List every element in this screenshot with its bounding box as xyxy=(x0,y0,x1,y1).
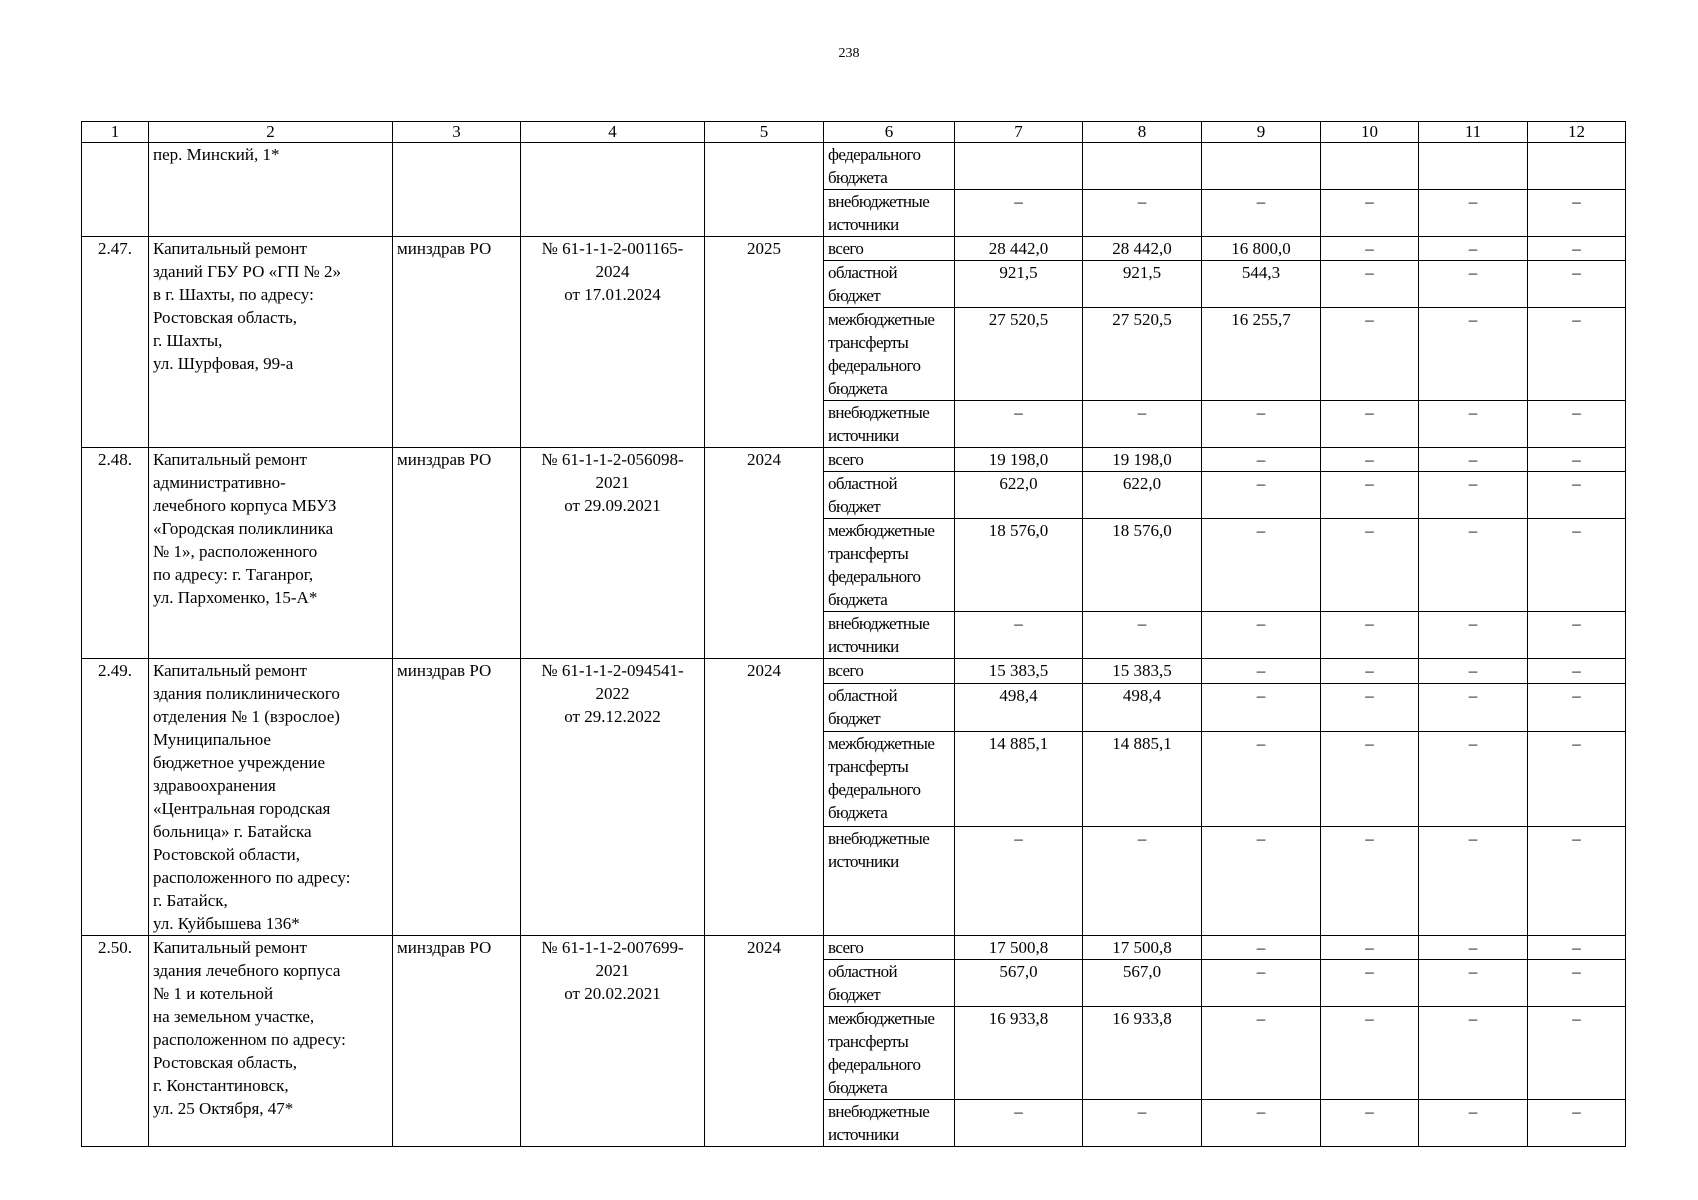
amount-cell: – xyxy=(1528,448,1626,472)
amount-cell: – xyxy=(1528,401,1626,448)
amount-cell: 14 885,1 xyxy=(1083,731,1202,826)
amount-cell: – xyxy=(1321,827,1419,936)
page-number: 238 xyxy=(838,46,860,61)
column-header: 5 xyxy=(705,122,824,143)
amount-cell: – xyxy=(1202,659,1321,684)
amount-cell: – xyxy=(955,612,1083,659)
amount-cell: – xyxy=(1528,960,1626,1007)
funding-source-cell: внебюджетные источники xyxy=(824,1100,955,1147)
amount-cell: – xyxy=(1083,1100,1202,1147)
amount-cell: 498,4 xyxy=(955,683,1083,731)
amount-cell: – xyxy=(1202,448,1321,472)
table-row xyxy=(82,237,1626,261)
amount-cell: – xyxy=(1202,401,1321,448)
amount-cell: – xyxy=(1202,1100,1321,1147)
amount-cell xyxy=(1083,143,1202,190)
amount-cell: – xyxy=(1321,731,1419,826)
column-header: 10 xyxy=(1321,122,1419,143)
customer-cell: минздрав РО xyxy=(393,237,521,448)
item-number-cell: 2.48. xyxy=(82,448,149,659)
funding-source-cell: всего xyxy=(824,448,955,472)
amount-cell: 15 383,5 xyxy=(955,659,1083,684)
column-header: 3 xyxy=(393,122,521,143)
item-number-cell xyxy=(82,143,149,237)
amount-cell: 28 442,0 xyxy=(955,237,1083,261)
object-name-cell: Капитальный ремонт зданий ГБУ РО «ГП № 2» в г. Шахты, по адресу: Ростовская область, г. Шахты, ул. Шурфовая, 99-а xyxy=(149,237,393,448)
funding-source-cell: всего xyxy=(824,659,955,684)
amount-cell: – xyxy=(1528,519,1626,612)
table-row xyxy=(82,448,1626,472)
amount-cell: 19 198,0 xyxy=(1083,448,1202,472)
amount-cell: – xyxy=(1528,936,1626,960)
customer-cell: минздрав РО xyxy=(393,659,521,936)
amount-cell: – xyxy=(1419,472,1528,519)
funding-table xyxy=(81,121,1626,1147)
column-header: 4 xyxy=(521,122,705,143)
amount-cell: 15 383,5 xyxy=(1083,659,1202,684)
funding-source-cell: внебюджетные источники xyxy=(824,827,955,936)
column-header: 7 xyxy=(955,122,1083,143)
funding-source-cell: областной бюджет xyxy=(824,960,955,1007)
amount-cell: 567,0 xyxy=(1083,960,1202,1007)
amount-cell: – xyxy=(1321,960,1419,1007)
amount-cell: – xyxy=(1528,659,1626,684)
amount-cell: – xyxy=(1419,659,1528,684)
funding-source-cell: внебюджетные источники xyxy=(824,190,955,237)
funding-source-cell: межбюджетные трансферты федерального бюджета xyxy=(824,519,955,612)
amount-cell: – xyxy=(1419,1007,1528,1100)
amount-cell: 567,0 xyxy=(955,960,1083,1007)
amount-cell: 16 933,8 xyxy=(1083,1007,1202,1100)
item-number-cell: 2.47. xyxy=(82,237,149,448)
object-name-cell: пер. Минский, 1* xyxy=(149,143,393,237)
amount-cell: – xyxy=(1419,237,1528,261)
amount-cell: – xyxy=(1321,519,1419,612)
funding-source-cell: всего xyxy=(824,936,955,960)
object-name-cell: Капитальный ремонт здания поликлинического отделения № 1 (взрослое) Муниципальное бюджетное учреждение здравоохранения «Центральная городская больница» г. Батайска Ростовской области, расположенного по адресу: г. Батайск, ул. Куйбышева 136* xyxy=(149,659,393,936)
column-header: 2 xyxy=(149,122,393,143)
table-row xyxy=(82,936,1626,960)
column-header: 8 xyxy=(1083,122,1202,143)
table-row xyxy=(82,143,1626,190)
amount-cell: – xyxy=(1202,612,1321,659)
amount-cell: – xyxy=(1528,1100,1626,1147)
customer-cell: минздрав РО xyxy=(393,936,521,1147)
funding-source-cell: областной бюджет xyxy=(824,683,955,731)
amount-cell: 27 520,5 xyxy=(955,308,1083,401)
document-cell xyxy=(521,143,705,237)
amount-cell: 16 800,0 xyxy=(1202,237,1321,261)
funding-source-cell: межбюджетные трансферты федерального бюджета xyxy=(824,1007,955,1100)
funding-source-cell: областной бюджет xyxy=(824,261,955,308)
funding-source-cell: всего xyxy=(824,237,955,261)
amount-cell: – xyxy=(1321,1007,1419,1100)
amount-cell: – xyxy=(1083,612,1202,659)
amount-cell: – xyxy=(1321,659,1419,684)
amount-cell: 18 576,0 xyxy=(955,519,1083,612)
amount-cell: – xyxy=(1528,827,1626,936)
amount-cell: – xyxy=(1419,519,1528,612)
amount-cell: – xyxy=(1528,1007,1626,1100)
amount-cell: 19 198,0 xyxy=(955,448,1083,472)
funding-source-cell: областной бюджет xyxy=(824,472,955,519)
amount-cell: – xyxy=(1321,936,1419,960)
amount-cell: – xyxy=(1528,731,1626,826)
amount-cell: 18 576,0 xyxy=(1083,519,1202,612)
funding-source-cell: межбюджетные трансферты федерального бюджета xyxy=(824,731,955,826)
customer-cell: минздрав РО xyxy=(393,448,521,659)
amount-cell xyxy=(955,143,1083,190)
amount-cell: – xyxy=(1528,261,1626,308)
amount-cell: – xyxy=(1202,683,1321,731)
amount-cell: – xyxy=(1321,472,1419,519)
funding-source-cell: внебюджетные источники xyxy=(824,401,955,448)
amount-cell: 16 933,8 xyxy=(955,1007,1083,1100)
amount-cell: – xyxy=(1528,308,1626,401)
document-cell: № 61-1-1-2-007699- 2021 от 20.02.2021 xyxy=(521,936,705,1147)
amount-cell: – xyxy=(955,827,1083,936)
amount-cell: – xyxy=(1202,731,1321,826)
amount-cell xyxy=(1419,143,1528,190)
column-header: 11 xyxy=(1419,122,1528,143)
amount-cell: 498,4 xyxy=(1083,683,1202,731)
amount-cell: – xyxy=(1202,190,1321,237)
amount-cell: – xyxy=(1419,190,1528,237)
amount-cell: 544,3 xyxy=(1202,261,1321,308)
amount-cell: 16 255,7 xyxy=(1202,308,1321,401)
amount-cell: 17 500,8 xyxy=(1083,936,1202,960)
amount-cell: – xyxy=(1321,612,1419,659)
amount-cell: – xyxy=(1083,827,1202,936)
item-number-cell: 2.50. xyxy=(82,936,149,1147)
amount-cell: – xyxy=(1528,472,1626,519)
item-number-cell: 2.49. xyxy=(82,659,149,936)
document-cell: № 61-1-1-2-001165- 2024 от 17.01.2024 xyxy=(521,237,705,448)
column-number-header-row xyxy=(82,122,1626,143)
amount-cell: – xyxy=(955,401,1083,448)
amount-cell: – xyxy=(1202,936,1321,960)
amount-cell: – xyxy=(1419,683,1528,731)
year-cell: 2024 xyxy=(705,659,824,936)
customer-cell xyxy=(393,143,521,237)
amount-cell: – xyxy=(1419,1100,1528,1147)
object-name-cell: Капитальный ремонт здания лечебного корпуса № 1 и котельной на земельном участке, расположенном по адресу: Ростовская область, г. Константиновск, ул. 25 Октября, 47* xyxy=(149,936,393,1147)
amount-cell: 14 885,1 xyxy=(955,731,1083,826)
amount-cell: 921,5 xyxy=(955,261,1083,308)
table-row xyxy=(82,659,1626,684)
year-cell: 2024 xyxy=(705,936,824,1147)
amount-cell: – xyxy=(955,1100,1083,1147)
amount-cell xyxy=(1202,143,1321,190)
document-cell: № 61-1-1-2-094541- 2022 от 29.12.2022 xyxy=(521,659,705,936)
amount-cell: – xyxy=(1321,237,1419,261)
amount-cell: – xyxy=(1202,519,1321,612)
amount-cell: – xyxy=(1083,401,1202,448)
amount-cell: – xyxy=(1419,827,1528,936)
object-name-cell: Капитальный ремонт административно- лечебного корпуса МБУЗ «Городская поликлиника № 1», расположенного по адресу: г. Таганрог, ул. Пархоменко, 15-А* xyxy=(149,448,393,659)
amount-cell: – xyxy=(1528,190,1626,237)
amount-cell: – xyxy=(1321,683,1419,731)
amount-cell: – xyxy=(1321,308,1419,401)
amount-cell: – xyxy=(1083,190,1202,237)
amount-cell: 27 520,5 xyxy=(1083,308,1202,401)
amount-cell: 28 442,0 xyxy=(1083,237,1202,261)
amount-cell: – xyxy=(1419,261,1528,308)
amount-cell: – xyxy=(1528,612,1626,659)
amount-cell: – xyxy=(1321,1100,1419,1147)
amount-cell: – xyxy=(1419,612,1528,659)
column-header: 9 xyxy=(1202,122,1321,143)
amount-cell: – xyxy=(1202,1007,1321,1100)
amount-cell: – xyxy=(1419,308,1528,401)
amount-cell: 921,5 xyxy=(1083,261,1202,308)
amount-cell: 622,0 xyxy=(1083,472,1202,519)
year-cell: 2025 xyxy=(705,237,824,448)
funding-source-cell: внебюджетные источники xyxy=(824,612,955,659)
amount-cell: – xyxy=(1419,401,1528,448)
year-cell xyxy=(705,143,824,237)
amount-cell xyxy=(1528,143,1626,190)
amount-cell: – xyxy=(1321,401,1419,448)
amount-cell: – xyxy=(1321,190,1419,237)
amount-cell xyxy=(1321,143,1419,190)
amount-cell: – xyxy=(1321,448,1419,472)
amount-cell: – xyxy=(1202,827,1321,936)
amount-cell: – xyxy=(1419,448,1528,472)
amount-cell: – xyxy=(1528,683,1626,731)
amount-cell: – xyxy=(1419,731,1528,826)
column-header: 6 xyxy=(824,122,955,143)
amount-cell: – xyxy=(1528,237,1626,261)
document-cell: № 61-1-1-2-056098- 2021 от 29.09.2021 xyxy=(521,448,705,659)
amount-cell: – xyxy=(1419,936,1528,960)
amount-cell: – xyxy=(1321,261,1419,308)
amount-cell: – xyxy=(1202,472,1321,519)
amount-cell: – xyxy=(1202,960,1321,1007)
amount-cell: 17 500,8 xyxy=(955,936,1083,960)
year-cell: 2024 xyxy=(705,448,824,659)
column-header: 1 xyxy=(82,122,149,143)
funding-source-cell: федерального бюджета xyxy=(824,143,955,190)
funding-source-cell: межбюджетные трансферты федерального бюджета xyxy=(824,308,955,401)
amount-cell: – xyxy=(955,190,1083,237)
amount-cell: – xyxy=(1419,960,1528,1007)
amount-cell: 622,0 xyxy=(955,472,1083,519)
column-header: 12 xyxy=(1528,122,1626,143)
